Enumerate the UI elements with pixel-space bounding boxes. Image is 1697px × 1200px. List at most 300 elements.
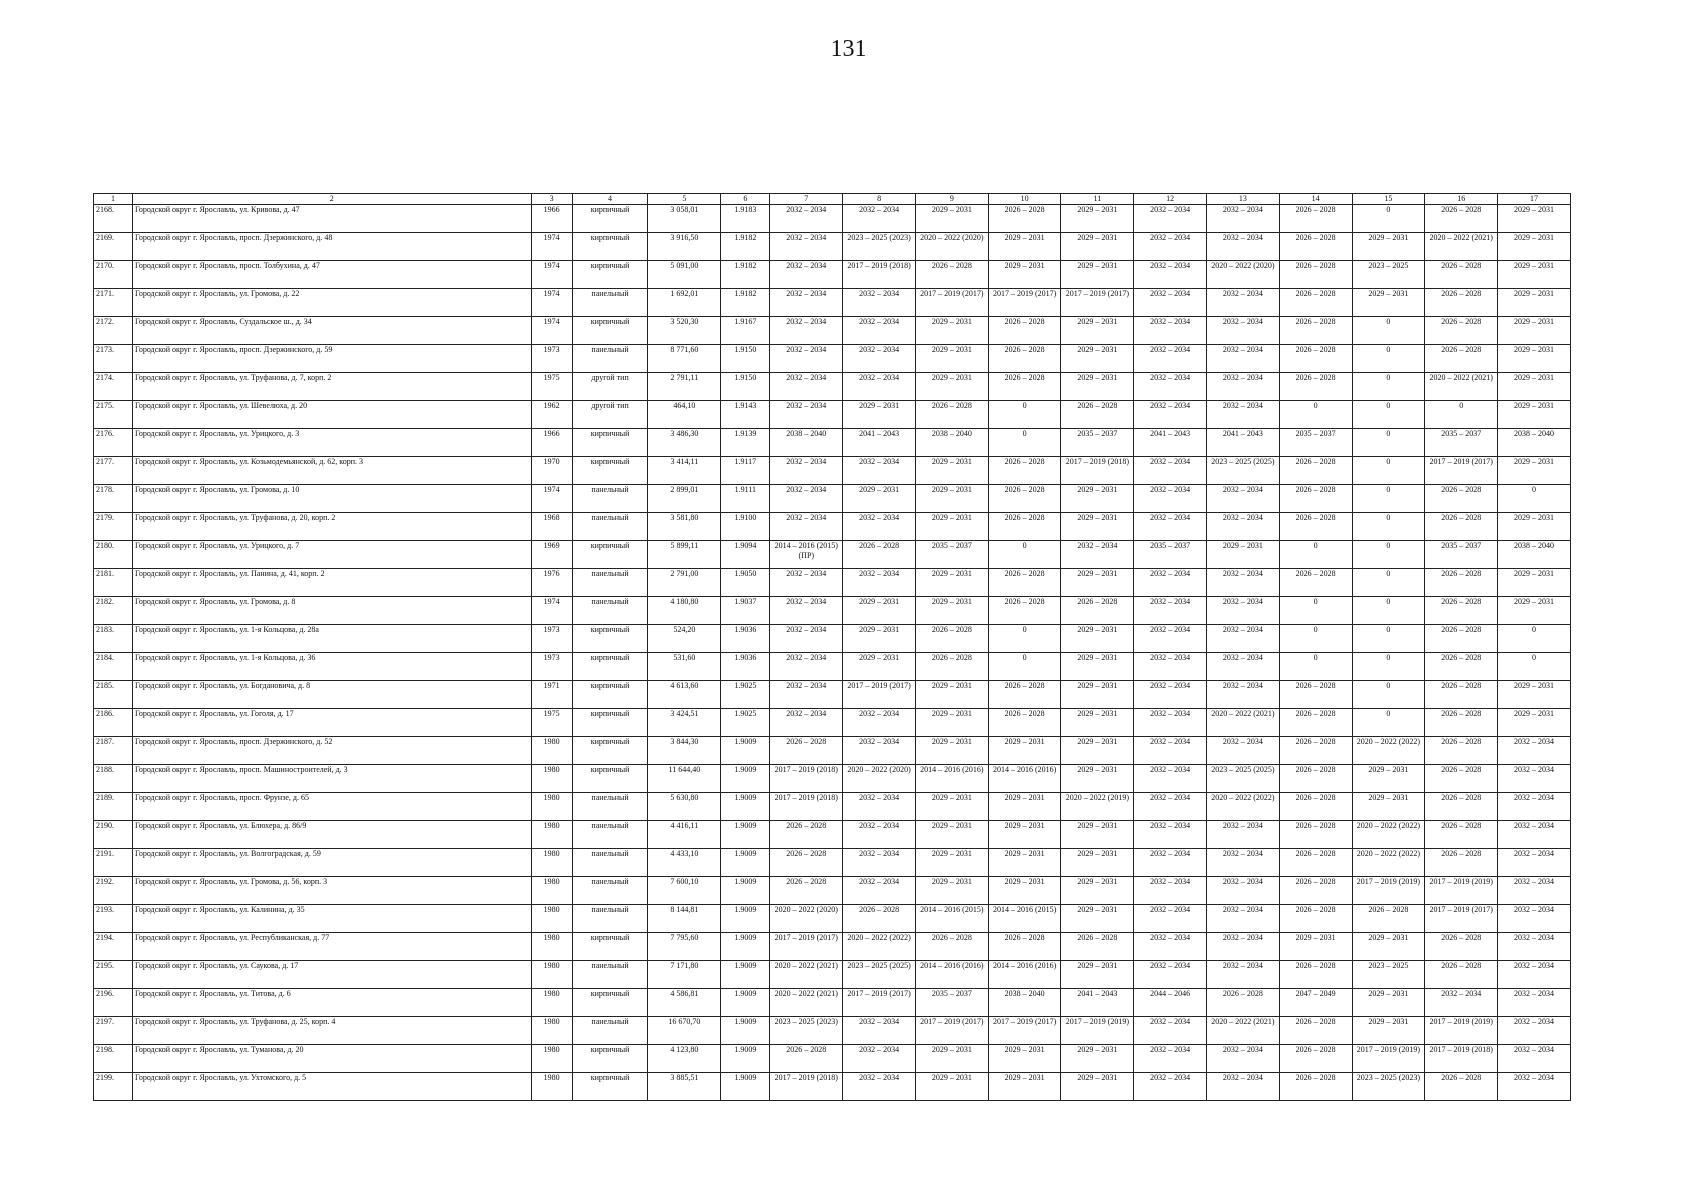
table-cell: 2032 – 2034 bbox=[1134, 485, 1207, 513]
table-cell: 2014 – 2016 (2016) bbox=[915, 961, 988, 989]
table-cell: 2029 – 2031 bbox=[1061, 485, 1134, 513]
table-cell: 2032 – 2034 bbox=[1498, 989, 1571, 1017]
column-header: 17 bbox=[1498, 194, 1571, 205]
address-cell: Городской округ г. Ярославль, ул. Громова, д. 10 bbox=[132, 485, 531, 513]
table-cell: 2029 – 2031 bbox=[1498, 233, 1571, 261]
table-cell: 2029 – 2031 bbox=[1498, 317, 1571, 345]
table-cell: 1975 bbox=[531, 373, 572, 401]
table-row bbox=[94, 961, 1571, 989]
table-cell: 0 bbox=[1352, 541, 1425, 569]
table-cell: 0 bbox=[988, 541, 1061, 569]
table-cell: панельный bbox=[572, 905, 648, 933]
table-cell: кирпичный bbox=[572, 681, 648, 709]
table-cell: 2032 – 2034 bbox=[1134, 625, 1207, 653]
table-cell: 2029 – 2031 bbox=[988, 261, 1061, 289]
table-cell: 2032 – 2034 bbox=[1207, 401, 1280, 429]
table-cell: 2029 – 2031 bbox=[1061, 205, 1134, 233]
table-cell: 2026 – 2028 bbox=[1061, 401, 1134, 429]
row-number-cell: 2168. bbox=[94, 205, 133, 233]
table-cell: 2029 – 2031 bbox=[1352, 765, 1425, 793]
table-cell: 1974 bbox=[531, 317, 572, 345]
table-cell: 1.9094 bbox=[721, 541, 770, 569]
table-cell: 2026 – 2028 bbox=[1425, 345, 1498, 373]
table-cell: 2026 – 2028 bbox=[1425, 653, 1498, 681]
table-cell: 2020 – 2022 (2020) bbox=[1207, 261, 1280, 289]
row-number-cell: 2172. bbox=[94, 317, 133, 345]
table-cell: 3 581,80 bbox=[648, 513, 721, 541]
table-cell: 2032 – 2034 bbox=[1498, 793, 1571, 821]
table-cell: 7 171,80 bbox=[648, 961, 721, 989]
table-cell: 0 bbox=[1498, 653, 1571, 681]
table-cell: 2029 – 2031 bbox=[1498, 401, 1571, 429]
table-row bbox=[94, 597, 1571, 625]
table-cell: 2032 – 2034 bbox=[843, 205, 916, 233]
row-number-cell: 2171. bbox=[94, 289, 133, 317]
table-cell: 2029 – 2031 bbox=[1061, 569, 1134, 597]
table-cell: 2026 – 2028 bbox=[770, 849, 843, 877]
row-number-cell: 2199. bbox=[94, 1073, 133, 1101]
address-cell: Городской округ г. Ярославль, ул. Гоголя, д. 17 bbox=[132, 709, 531, 737]
table-cell: 2026 – 2028 bbox=[988, 457, 1061, 485]
table-cell: 2026 – 2028 bbox=[915, 653, 988, 681]
row-number-cell: 2190. bbox=[94, 821, 133, 849]
table-cell: 2032 – 2034 bbox=[1134, 737, 1207, 765]
table-row bbox=[94, 541, 1571, 569]
table-cell: 2032 – 2034 bbox=[1134, 821, 1207, 849]
address-cell: Городской округ г. Ярославль, просп. Дзержинского, д. 48 bbox=[132, 233, 531, 261]
column-header: 9 bbox=[915, 194, 988, 205]
page-number: 131 bbox=[830, 36, 867, 62]
row-number-cell: 2188. bbox=[94, 765, 133, 793]
table-cell: 2032 – 2034 bbox=[1134, 289, 1207, 317]
table-cell: 0 bbox=[1352, 653, 1425, 681]
table-cell: 2014 – 2016 (2015) (ПР) bbox=[770, 541, 843, 569]
row-number-cell: 2170. bbox=[94, 261, 133, 289]
table-cell: 2044 – 2046 bbox=[1134, 989, 1207, 1017]
row-number-cell: 2187. bbox=[94, 737, 133, 765]
table-cell: 0 bbox=[1352, 317, 1425, 345]
table-cell: 1.9143 bbox=[721, 401, 770, 429]
table-cell: 2032 – 2034 bbox=[843, 569, 916, 597]
table-cell: 7 795,60 bbox=[648, 933, 721, 961]
row-number-cell: 2178. bbox=[94, 485, 133, 513]
table-cell: 1.9009 bbox=[721, 961, 770, 989]
table-cell: 2029 – 2031 bbox=[915, 877, 988, 905]
row-number-cell: 2181. bbox=[94, 569, 133, 597]
table-cell: 2029 – 2031 bbox=[1498, 261, 1571, 289]
table-cell: 2026 – 2028 bbox=[988, 597, 1061, 625]
column-header: 4 bbox=[572, 194, 648, 205]
row-number-cell: 2198. bbox=[94, 1045, 133, 1073]
table-cell: 2020 – 2022 (2022) bbox=[1352, 821, 1425, 849]
table-cell: 2032 – 2034 bbox=[1134, 933, 1207, 961]
column-header: 8 bbox=[843, 194, 916, 205]
table-row bbox=[94, 569, 1571, 597]
table-cell: 2026 – 2028 bbox=[1425, 849, 1498, 877]
table-cell: кирпичный bbox=[572, 205, 648, 233]
table-row bbox=[94, 793, 1571, 821]
table-cell: 2032 – 2034 bbox=[770, 373, 843, 401]
table-cell: 2017 – 2019 (2017) bbox=[988, 1017, 1061, 1045]
table-cell: 2014 – 2016 (2015) bbox=[988, 905, 1061, 933]
table-cell: 2023 – 2025 (2025) bbox=[1207, 765, 1280, 793]
table-cell: 2032 – 2034 bbox=[1134, 205, 1207, 233]
table-cell: 2026 – 2028 bbox=[770, 877, 843, 905]
table-cell: 2026 – 2028 bbox=[988, 513, 1061, 541]
table-cell: 1975 bbox=[531, 709, 572, 737]
table-cell: 2020 – 2022 (2022) bbox=[1207, 793, 1280, 821]
table-row bbox=[94, 849, 1571, 877]
table-cell: 1.9009 bbox=[721, 765, 770, 793]
address-cell: Городской округ г. Ярославль, ул. Громова, д. 56, корп. 3 bbox=[132, 877, 531, 905]
table-cell: 2026 – 2028 bbox=[988, 373, 1061, 401]
table-cell: 0 bbox=[1352, 625, 1425, 653]
table-cell: 2032 – 2034 bbox=[1207, 849, 1280, 877]
table-cell: 4 433,10 bbox=[648, 849, 721, 877]
table-cell: 1.9167 bbox=[721, 317, 770, 345]
table-cell: 2026 – 2028 bbox=[1425, 261, 1498, 289]
table-cell: 11 644,40 bbox=[648, 765, 721, 793]
table-cell: 2026 – 2028 bbox=[988, 709, 1061, 737]
table-cell: 2032 – 2034 bbox=[843, 709, 916, 737]
table-cell: 2 791,00 bbox=[648, 569, 721, 597]
table-cell: 1 692,01 bbox=[648, 289, 721, 317]
table-cell: 2038 – 2040 bbox=[1498, 541, 1571, 569]
table-cell: кирпичный bbox=[572, 233, 648, 261]
table-cell: панельный bbox=[572, 1017, 648, 1045]
table-cell: 2029 – 2031 bbox=[1061, 233, 1134, 261]
table-cell: 2032 – 2034 bbox=[1207, 597, 1280, 625]
table-cell: 2029 – 2031 bbox=[1061, 849, 1134, 877]
table-cell: 2032 – 2034 bbox=[1498, 1073, 1571, 1101]
row-number-cell: 2193. bbox=[94, 905, 133, 933]
table-row bbox=[94, 877, 1571, 905]
table-cell: 2020 – 2022 (2022) bbox=[1352, 849, 1425, 877]
table-cell: 2026 – 2028 bbox=[1061, 933, 1134, 961]
table-cell: 2017 – 2019 (2017) bbox=[988, 289, 1061, 317]
table-cell: 2 899,01 bbox=[648, 485, 721, 513]
address-cell: Городской округ г. Ярославль, ул. Громова, д. 22 bbox=[132, 289, 531, 317]
table-cell: 2029 – 2031 bbox=[915, 737, 988, 765]
table-cell: 2029 – 2031 bbox=[1498, 373, 1571, 401]
row-number-cell: 2169. bbox=[94, 233, 133, 261]
table-cell: 1.9036 bbox=[721, 625, 770, 653]
table-cell: 2032 – 2034 bbox=[770, 205, 843, 233]
table-cell: 4 586,81 bbox=[648, 989, 721, 1017]
table-cell: 2026 – 2028 bbox=[1279, 233, 1352, 261]
table-cell: 2017 – 2019 (2019) bbox=[1425, 877, 1498, 905]
table-cell: 2017 – 2019 (2017) bbox=[1425, 457, 1498, 485]
table-cell: 2023 – 2025 (2025) bbox=[1207, 457, 1280, 485]
table-cell: 2023 – 2025 (2023) bbox=[770, 1017, 843, 1045]
row-number-cell: 2175. bbox=[94, 401, 133, 429]
table-cell: 2032 – 2034 bbox=[1207, 1045, 1280, 1073]
table-cell: 1974 bbox=[531, 261, 572, 289]
row-number-cell: 2191. bbox=[94, 849, 133, 877]
table-cell: 2017 – 2019 (2017) bbox=[770, 933, 843, 961]
table-cell: 2029 – 2031 bbox=[1061, 261, 1134, 289]
table-cell: 2032 – 2034 bbox=[770, 709, 843, 737]
table-cell: 1980 bbox=[531, 821, 572, 849]
row-number-cell: 2196. bbox=[94, 989, 133, 1017]
row-number-cell: 2182. bbox=[94, 597, 133, 625]
address-cell: Городской округ г. Ярославль, ул. Саукова, д. 17 bbox=[132, 961, 531, 989]
table-cell: 0 bbox=[1352, 205, 1425, 233]
table-cell: 2026 – 2028 bbox=[843, 905, 916, 933]
table-cell: 1980 bbox=[531, 961, 572, 989]
table-cell: кирпичный bbox=[572, 1045, 648, 1073]
table-cell: 0 bbox=[1498, 485, 1571, 513]
table-cell: 2032 – 2034 bbox=[1134, 877, 1207, 905]
table-cell: 0 bbox=[1352, 681, 1425, 709]
column-header: 6 bbox=[721, 194, 770, 205]
table-cell: 2026 – 2028 bbox=[1425, 793, 1498, 821]
address-cell: Городской округ г. Ярославль, просп. Дзержинского, д. 52 bbox=[132, 737, 531, 765]
table-cell: 3 520,30 bbox=[648, 317, 721, 345]
table-cell: 2029 – 2031 bbox=[1352, 1017, 1425, 1045]
table-cell: 0 bbox=[1352, 373, 1425, 401]
table-cell: 2032 – 2034 bbox=[1134, 513, 1207, 541]
table-cell: 2029 – 2031 bbox=[915, 597, 988, 625]
table-cell: 1962 bbox=[531, 401, 572, 429]
table-cell: 2032 – 2034 bbox=[1134, 1017, 1207, 1045]
table-cell: 2029 – 2031 bbox=[1061, 877, 1134, 905]
table-cell: 2026 – 2028 bbox=[1279, 821, 1352, 849]
table-row bbox=[94, 989, 1571, 1017]
table-cell: 1.9009 bbox=[721, 821, 770, 849]
address-cell: Городской округ г. Ярославль, просп. Машиностроителей, д. 3 bbox=[132, 765, 531, 793]
table-cell: 2038 – 2040 bbox=[988, 989, 1061, 1017]
table-cell: 2032 – 2034 bbox=[1134, 373, 1207, 401]
table-cell: 2026 – 2028 bbox=[1425, 961, 1498, 989]
table-cell: 2032 – 2034 bbox=[1207, 737, 1280, 765]
table-cell: другой тип bbox=[572, 373, 648, 401]
table-cell: 2026 – 2028 bbox=[1279, 793, 1352, 821]
table-cell: 2026 – 2028 bbox=[1279, 765, 1352, 793]
table-cell: 2026 – 2028 bbox=[1352, 905, 1425, 933]
table-cell: 2032 – 2034 bbox=[770, 485, 843, 513]
table-cell: 8 771,60 bbox=[648, 345, 721, 373]
table-cell: кирпичный bbox=[572, 989, 648, 1017]
table-cell: 3 486,30 bbox=[648, 429, 721, 457]
table-cell: 2017 – 2019 (2018) bbox=[770, 765, 843, 793]
address-cell: Городской округ г. Ярославль, просп. Дзержинского, д. 59 bbox=[132, 345, 531, 373]
address-cell: Городской округ г. Ярославль, ул. Урицкого, д. 3 bbox=[132, 429, 531, 457]
table-cell: 0 bbox=[1352, 485, 1425, 513]
table-cell: 2029 – 2031 bbox=[1061, 737, 1134, 765]
table-cell: 2026 – 2028 bbox=[988, 933, 1061, 961]
table-cell: 0 bbox=[1425, 401, 1498, 429]
table-cell: 1974 bbox=[531, 289, 572, 317]
address-cell: Городской округ г. Ярославль, ул. Блюхера, д. 86/9 bbox=[132, 821, 531, 849]
table-cell: 1968 bbox=[531, 513, 572, 541]
table-cell: 2017 – 2019 (2018) bbox=[770, 793, 843, 821]
table-cell: панельный bbox=[572, 597, 648, 625]
table-cell: 1980 bbox=[531, 765, 572, 793]
table-cell: 2032 – 2034 bbox=[770, 681, 843, 709]
table-cell: 2032 – 2034 bbox=[1061, 541, 1134, 569]
table-cell: 2032 – 2034 bbox=[770, 233, 843, 261]
table-cell: 1970 bbox=[531, 457, 572, 485]
table-row bbox=[94, 233, 1571, 261]
table-cell: 2029 – 2031 bbox=[1061, 905, 1134, 933]
table-cell: 2032 – 2034 bbox=[843, 737, 916, 765]
table-cell: 0 bbox=[1352, 345, 1425, 373]
address-cell: Городской округ г. Ярославль, просп. Фрунзе, д. 65 bbox=[132, 793, 531, 821]
table-cell: 2017 – 2019 (2017) bbox=[843, 681, 916, 709]
column-header: 5 bbox=[648, 194, 721, 205]
table-row bbox=[94, 401, 1571, 429]
table-cell: 2032 – 2034 bbox=[1134, 569, 1207, 597]
table-cell: 2032 – 2034 bbox=[770, 597, 843, 625]
table-cell: 1966 bbox=[531, 205, 572, 233]
table-cell: 2029 – 2031 bbox=[843, 401, 916, 429]
table-cell: 2035 – 2037 bbox=[1061, 429, 1134, 457]
table-cell: 7 600,10 bbox=[648, 877, 721, 905]
table-cell: 2032 – 2034 bbox=[1134, 261, 1207, 289]
table-cell: другой тип bbox=[572, 401, 648, 429]
table-cell: 2032 – 2034 bbox=[770, 289, 843, 317]
table-cell: 2032 – 2034 bbox=[770, 345, 843, 373]
table-cell: 2032 – 2034 bbox=[1498, 821, 1571, 849]
table-row bbox=[94, 821, 1571, 849]
table-cell: панельный bbox=[572, 849, 648, 877]
table-cell: 0 bbox=[1352, 709, 1425, 737]
table-cell: 2017 – 2019 (2018) bbox=[1061, 457, 1134, 485]
table-cell: 2029 – 2031 bbox=[1061, 345, 1134, 373]
table-cell: 2032 – 2034 bbox=[1134, 1073, 1207, 1101]
table-cell: 2035 – 2037 bbox=[915, 541, 988, 569]
table-cell: 3 424,51 bbox=[648, 709, 721, 737]
table-row bbox=[94, 681, 1571, 709]
table-cell: 0 bbox=[988, 653, 1061, 681]
column-header: 13 bbox=[1207, 194, 1280, 205]
table-cell: 1980 bbox=[531, 793, 572, 821]
table-cell: 2017 – 2019 (2017) bbox=[915, 1017, 988, 1045]
table-cell: 2026 – 2028 bbox=[1425, 569, 1498, 597]
table-cell: 1976 bbox=[531, 569, 572, 597]
table-row bbox=[94, 709, 1571, 737]
table-cell: панельный bbox=[572, 345, 648, 373]
table-cell: 0 bbox=[1352, 597, 1425, 625]
table-cell: 1.9117 bbox=[721, 457, 770, 485]
table-cell: 2029 – 2031 bbox=[1061, 317, 1134, 345]
table-cell: 2026 – 2028 bbox=[1279, 961, 1352, 989]
row-number-cell: 2176. bbox=[94, 429, 133, 457]
table-cell: 0 bbox=[988, 429, 1061, 457]
column-header: 16 bbox=[1425, 194, 1498, 205]
table-cell: 2032 – 2034 bbox=[1134, 457, 1207, 485]
table-cell: 2032 – 2034 bbox=[1134, 597, 1207, 625]
row-number-cell: 2180. bbox=[94, 541, 133, 569]
table-cell: 2029 – 2031 bbox=[988, 233, 1061, 261]
table-cell: 1.9150 bbox=[721, 345, 770, 373]
table-cell: 5 091,00 bbox=[648, 261, 721, 289]
table-cell: 2035 – 2037 bbox=[1425, 541, 1498, 569]
table-cell: 1.9183 bbox=[721, 205, 770, 233]
table-body bbox=[94, 205, 1571, 1101]
table-cell: 2032 – 2034 bbox=[1498, 1045, 1571, 1073]
table-cell: 2029 – 2031 bbox=[915, 821, 988, 849]
table-cell: 2026 – 2028 bbox=[1279, 457, 1352, 485]
table-cell: 5 899,11 bbox=[648, 541, 721, 569]
table-cell: 2029 – 2031 bbox=[1061, 1045, 1134, 1073]
table-cell: 1.9009 bbox=[721, 1073, 770, 1101]
table-cell: 2026 – 2028 bbox=[1207, 989, 1280, 1017]
table-cell: 2032 – 2034 bbox=[1207, 821, 1280, 849]
table-cell: 2029 – 2031 bbox=[843, 625, 916, 653]
table-cell: 2026 – 2028 bbox=[1425, 821, 1498, 849]
table-cell: 2032 – 2034 bbox=[843, 289, 916, 317]
column-header: 3 bbox=[531, 194, 572, 205]
table-cell: 2029 – 2031 bbox=[843, 653, 916, 681]
table-cell: 2014 – 2016 (2016) bbox=[988, 765, 1061, 793]
table-cell: 2026 – 2028 bbox=[988, 317, 1061, 345]
table-cell: 4 180,80 bbox=[648, 597, 721, 625]
table-cell: 4 416,11 bbox=[648, 821, 721, 849]
address-cell: Городской округ г. Ярославль, ул. Труфанова, д. 7, корп. 2 bbox=[132, 373, 531, 401]
table-cell: 2017 – 2019 (2018) bbox=[1425, 1045, 1498, 1073]
table-cell: 2026 – 2028 bbox=[1425, 205, 1498, 233]
table-row bbox=[94, 205, 1571, 233]
table-cell: 2026 – 2028 bbox=[1425, 597, 1498, 625]
table-cell: 1.9182 bbox=[721, 261, 770, 289]
table-cell: 2026 – 2028 bbox=[1425, 1073, 1498, 1101]
table-cell: 2026 – 2028 bbox=[1279, 709, 1352, 737]
column-header: 15 bbox=[1352, 194, 1425, 205]
table-cell: 2032 – 2034 bbox=[1498, 933, 1571, 961]
table-cell: 2032 – 2034 bbox=[1207, 625, 1280, 653]
table-cell: 1974 bbox=[531, 485, 572, 513]
table-cell: панельный bbox=[572, 793, 648, 821]
table-cell: 2032 – 2034 bbox=[1134, 793, 1207, 821]
table-row bbox=[94, 345, 1571, 373]
table-cell: 1.9009 bbox=[721, 933, 770, 961]
table-cell: 0 bbox=[1352, 429, 1425, 457]
table-row bbox=[94, 737, 1571, 765]
table-cell: 2029 – 2031 bbox=[988, 1045, 1061, 1073]
table-cell: 2026 – 2028 bbox=[1279, 1045, 1352, 1073]
table-cell: 2032 – 2034 bbox=[1134, 653, 1207, 681]
table-cell: 2026 – 2028 bbox=[1279, 849, 1352, 877]
table-cell: 2035 – 2037 bbox=[1425, 429, 1498, 457]
table-cell: 3 058,01 bbox=[648, 205, 721, 233]
table-cell: 8 144,81 bbox=[648, 905, 721, 933]
table-cell: 2032 – 2034 bbox=[770, 457, 843, 485]
table-cell: 2014 – 2016 (2016) bbox=[915, 765, 988, 793]
table-row bbox=[94, 625, 1571, 653]
table-cell: 2029 – 2031 bbox=[988, 877, 1061, 905]
table-cell: 2029 – 2031 bbox=[1498, 345, 1571, 373]
table-cell: 2032 – 2034 bbox=[770, 625, 843, 653]
table-cell: 2032 – 2034 bbox=[1134, 233, 1207, 261]
table-row bbox=[94, 905, 1571, 933]
table-cell: 2029 – 2031 bbox=[1061, 681, 1134, 709]
table-cell: 2041 – 2043 bbox=[1207, 429, 1280, 457]
table-cell: 1.9009 bbox=[721, 905, 770, 933]
table-cell: 2029 – 2031 bbox=[1352, 289, 1425, 317]
table-cell: кирпичный bbox=[572, 625, 648, 653]
table-cell: 2032 – 2034 bbox=[843, 793, 916, 821]
table-cell: 2032 – 2034 bbox=[843, 821, 916, 849]
table-cell: кирпичный bbox=[572, 429, 648, 457]
table-cell: 2029 – 2031 bbox=[915, 709, 988, 737]
table-cell: 2032 – 2034 bbox=[843, 345, 916, 373]
table-cell: 2029 – 2031 bbox=[915, 513, 988, 541]
table-cell: 2026 – 2028 bbox=[1279, 289, 1352, 317]
table-cell: 2026 – 2028 bbox=[1279, 205, 1352, 233]
table-cell: 1980 bbox=[531, 877, 572, 905]
